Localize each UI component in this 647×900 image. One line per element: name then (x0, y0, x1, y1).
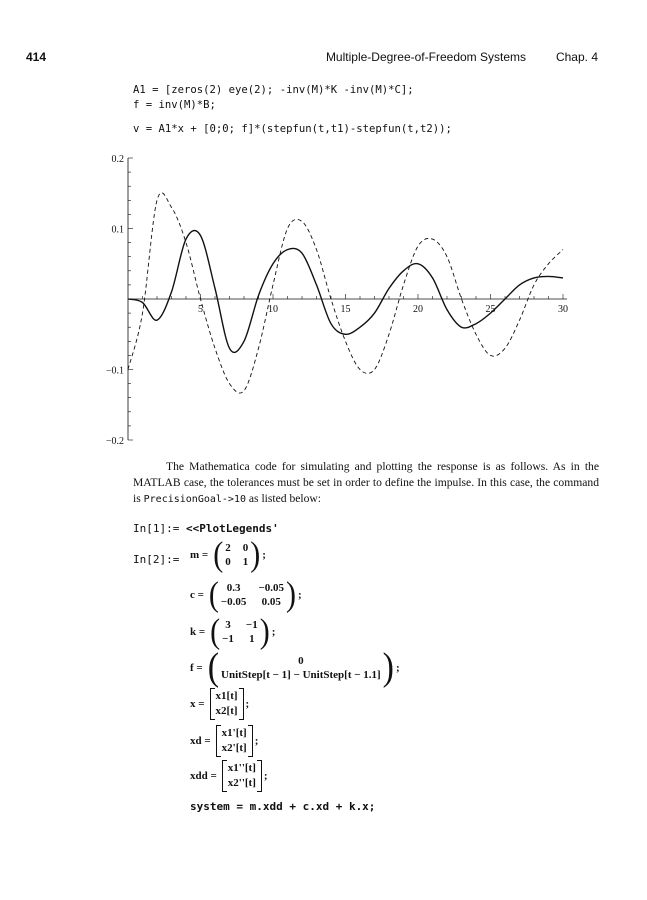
page-number: 414 (26, 50, 47, 64)
k-lhs: k = (190, 626, 206, 638)
m-cell: 0 (242, 542, 249, 554)
response-plot (100, 150, 580, 445)
xd-vector-expr (190, 725, 258, 757)
m-cell: 2 (225, 542, 231, 554)
left-paren: ( (210, 612, 221, 651)
force-vector (207, 646, 394, 689)
f-cell: 0 (298, 655, 304, 667)
paragraph-text-before: The Mathematica code for simulating and plotting the response is as follows. As in the MATLAB case, the tolerances must be set in order to define the impulse. In this case, the command is (133, 460, 599, 505)
right-paren: ) (285, 575, 296, 614)
semicolon: ; (271, 626, 276, 638)
in1-code: <<PlotLegends' (185, 522, 279, 535)
series-line-x2 (128, 193, 563, 393)
x-tick-label: 30 (558, 304, 568, 315)
k-cell: −1 (222, 633, 234, 645)
x-cell: x2[t] (215, 705, 238, 717)
mass-matrix (213, 535, 261, 574)
series-line-x1 (128, 231, 563, 353)
xd-lhs: xd = (190, 735, 211, 747)
page-header (26, 50, 598, 66)
x-vector-expr (190, 688, 249, 720)
x-lhs: x = (190, 698, 205, 710)
k-cell: 1 (249, 633, 255, 645)
left-paren: ( (208, 575, 219, 614)
k-cell: 3 (225, 619, 231, 631)
left-paren: ( (213, 535, 224, 574)
semicolon: ; (396, 662, 400, 674)
x-tick-label: 10 (268, 304, 278, 315)
paragraph-inline-code: PrecisionGoal->10 (143, 494, 246, 505)
f-cell: UnitStep[t − 1] − UnitStep[t − 1.1] (221, 669, 381, 681)
damping-matrix (208, 575, 296, 614)
x-tick-label: 20 (413, 304, 423, 315)
y-tick-label: 0.1 (111, 224, 124, 236)
c-cell: 0.3 (226, 582, 241, 594)
y-tick-label: −0.2 (105, 436, 124, 445)
m-lhs: m = (190, 549, 209, 561)
semicolon: ; (245, 698, 250, 710)
xd-cell: x2'[t] (221, 742, 247, 754)
running-title: Multiple-Degree-of-Freedom Systems (325, 50, 526, 64)
m-cell: 1 (242, 556, 249, 568)
c-cell: −0.05 (220, 596, 247, 608)
in2-label: In[2]:= (133, 553, 180, 566)
xdd-cell: x2''[t] (227, 777, 256, 789)
m-cell: 0 (225, 556, 231, 568)
semicolon: ; (262, 549, 266, 561)
x-cell: x1[t] (215, 690, 238, 702)
force-vector-expr (190, 646, 400, 689)
xdd-lhs: xdd = (190, 770, 217, 782)
xdd-vector-expr (190, 760, 268, 792)
paragraph-text-after: as listed below: (246, 492, 322, 505)
stiffness-matrix-expr (190, 612, 276, 651)
x-vector (210, 688, 244, 720)
c-cell: −0.05 (258, 582, 284, 594)
x-tick-label: 15 (340, 304, 351, 315)
f-lhs: f = (190, 662, 203, 674)
matlab-code-line-3: v = A1*x + [0;0; f]*(stepfun(t,t1)-stepfun(t,t2)); (133, 123, 452, 135)
mass-matrix-expr (190, 535, 266, 574)
semicolon: ; (297, 589, 302, 601)
x-tick-label: 5 (198, 304, 203, 315)
c-lhs: c = (190, 589, 204, 601)
stiffness-matrix (210, 612, 270, 651)
y-tick-label: −0.1 (105, 365, 124, 377)
matlab-code-line-1: A1 = [zeros(2) eye(2); -inv(M)*K -inv(M)*C]; (133, 84, 414, 96)
semicolon: ; (254, 735, 259, 747)
system-equation: system = m.xdd + c.xd + k.x; (190, 800, 376, 813)
xdd-cell: x1''[t] (227, 762, 256, 774)
xdd-vector (222, 760, 262, 792)
right-paren: ) (259, 612, 270, 651)
right-paren: ) (250, 535, 261, 574)
in1-label: In[1]:= (133, 522, 180, 535)
mathematica-in1 (133, 522, 279, 535)
xd-vector (216, 725, 253, 757)
body-paragraph (133, 459, 599, 508)
matlab-code-line-2: f = inv(M)*B; (133, 99, 216, 111)
k-cell: −1 (245, 619, 258, 631)
y-tick-label: 0.2 (111, 154, 124, 165)
c-cell: 0.05 (261, 596, 281, 608)
chapter-label: Chap. 4 (555, 50, 598, 64)
semicolon: ; (263, 770, 268, 782)
right-paren: ) (382, 646, 394, 689)
x-tick-label: 25 (485, 304, 496, 315)
xd-cell: x1'[t] (221, 727, 247, 739)
damping-matrix-expr (190, 575, 302, 614)
left-paren: ( (207, 646, 220, 689)
